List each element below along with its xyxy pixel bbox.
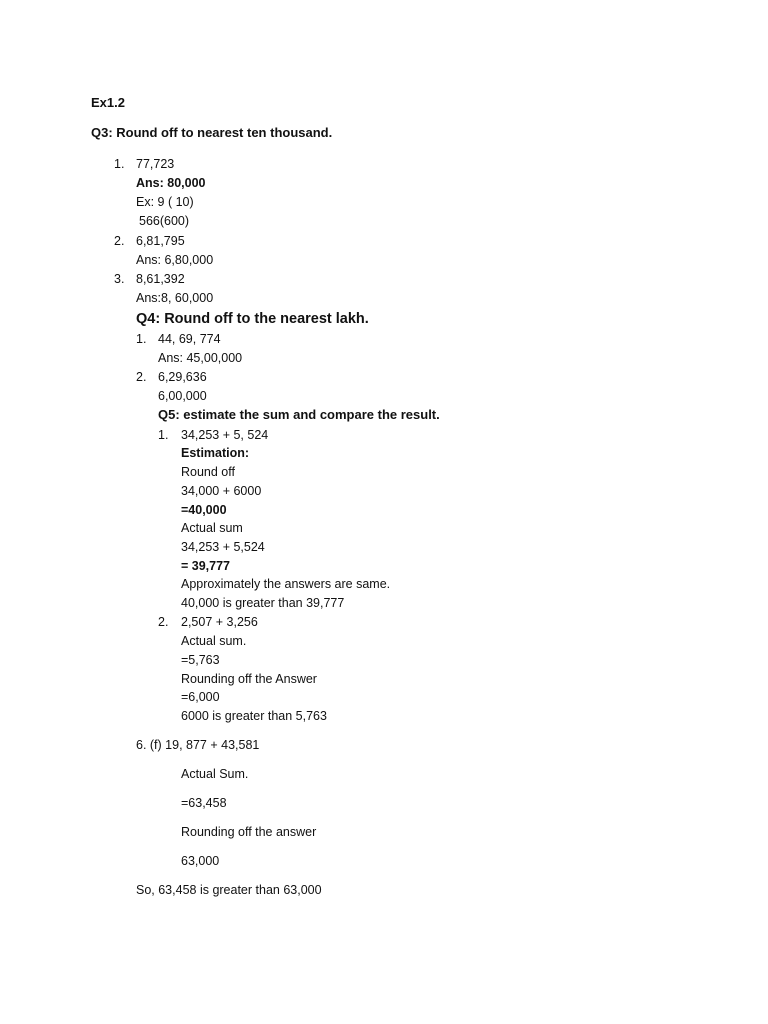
q5-item-1-line: 34,253 + 5, 524 <box>181 428 269 442</box>
q5-item-1-line: 34,000 + 6000 <box>181 484 262 498</box>
doc-title: Ex1.2 <box>91 95 125 110</box>
q5-item-2-line: Actual sum. <box>181 634 247 648</box>
q4-item-2-value: 6,29,636 <box>158 370 207 384</box>
q4-item-1-value: 44, 69, 774 <box>158 332 221 346</box>
q5-item-1-number: 1. <box>158 428 169 442</box>
q5-item-2-line: =5,763 <box>181 653 220 667</box>
q3-item-1-example-2: 566(600) <box>139 214 190 228</box>
q3-item-1-number: 1. <box>114 157 125 171</box>
q3-item-3-number: 3. <box>114 272 125 286</box>
q4-item-2-answer: 6,00,000 <box>158 389 207 403</box>
q3-item-2-value: 6,81,795 <box>136 234 185 248</box>
q5-item-2-number: 2. <box>158 615 169 629</box>
q6-line: Actual Sum. <box>181 767 249 781</box>
q3-heading: Q3: Round off to nearest ten thousand. <box>91 125 333 140</box>
q3-item-1-value: 77,723 <box>136 157 175 171</box>
q5-item-1-line: Estimation: <box>181 446 250 460</box>
q3-item-1-example-1: Ex: 9 ( 10) <box>136 195 194 209</box>
q6-line: Rounding off the answer <box>181 825 317 839</box>
q5-item-1-line: Approximately the answers are same. <box>181 577 391 591</box>
q5-item-2-line: =6,000 <box>181 690 220 704</box>
q5-item-1-line: =40,000 <box>181 503 227 517</box>
q6-conclusion: So, 63,458 is greater than 63,000 <box>136 883 322 897</box>
q4-item-1-answer: Ans: 45,00,000 <box>158 351 243 365</box>
q3-item-1-answer: Ans: 80,000 <box>136 176 206 190</box>
q5-item-1-line: Round off <box>181 465 235 479</box>
q5-item-1-line: = 39,777 <box>181 559 231 573</box>
q5-item-1-line: 34,253 + 5,524 <box>181 540 265 554</box>
q3-item-2-number: 2. <box>114 234 125 248</box>
q5-item-2-line: 6000 is greater than 5,763 <box>181 709 327 723</box>
q5-item-1-line: 40,000 is greater than 39,777 <box>181 596 345 610</box>
q6-heading: 6. (f) 19, 877 + 43,581 <box>136 738 260 752</box>
q5-heading: Q5: estimate the sum and compare the result. <box>158 407 440 422</box>
q3-item-3-answer: Ans:8, 60,000 <box>136 291 214 305</box>
q6-line: =63,458 <box>181 796 227 810</box>
q3-item-2-answer: Ans: 6,80,000 <box>136 253 214 267</box>
q4-item-2-number: 2. <box>136 370 147 384</box>
q5-item-2-line: 2,507 + 3,256 <box>181 615 258 629</box>
q6-line: 63,000 <box>181 854 220 868</box>
q4-item-1-number: 1. <box>136 332 147 346</box>
q4-heading: Q4: Round off to the nearest lakh. <box>136 311 369 327</box>
q5-item-2-line: Rounding off the Answer <box>181 672 317 686</box>
q3-item-3-value: 8,61,392 <box>136 272 185 286</box>
q5-item-1-line: Actual sum <box>181 521 243 535</box>
